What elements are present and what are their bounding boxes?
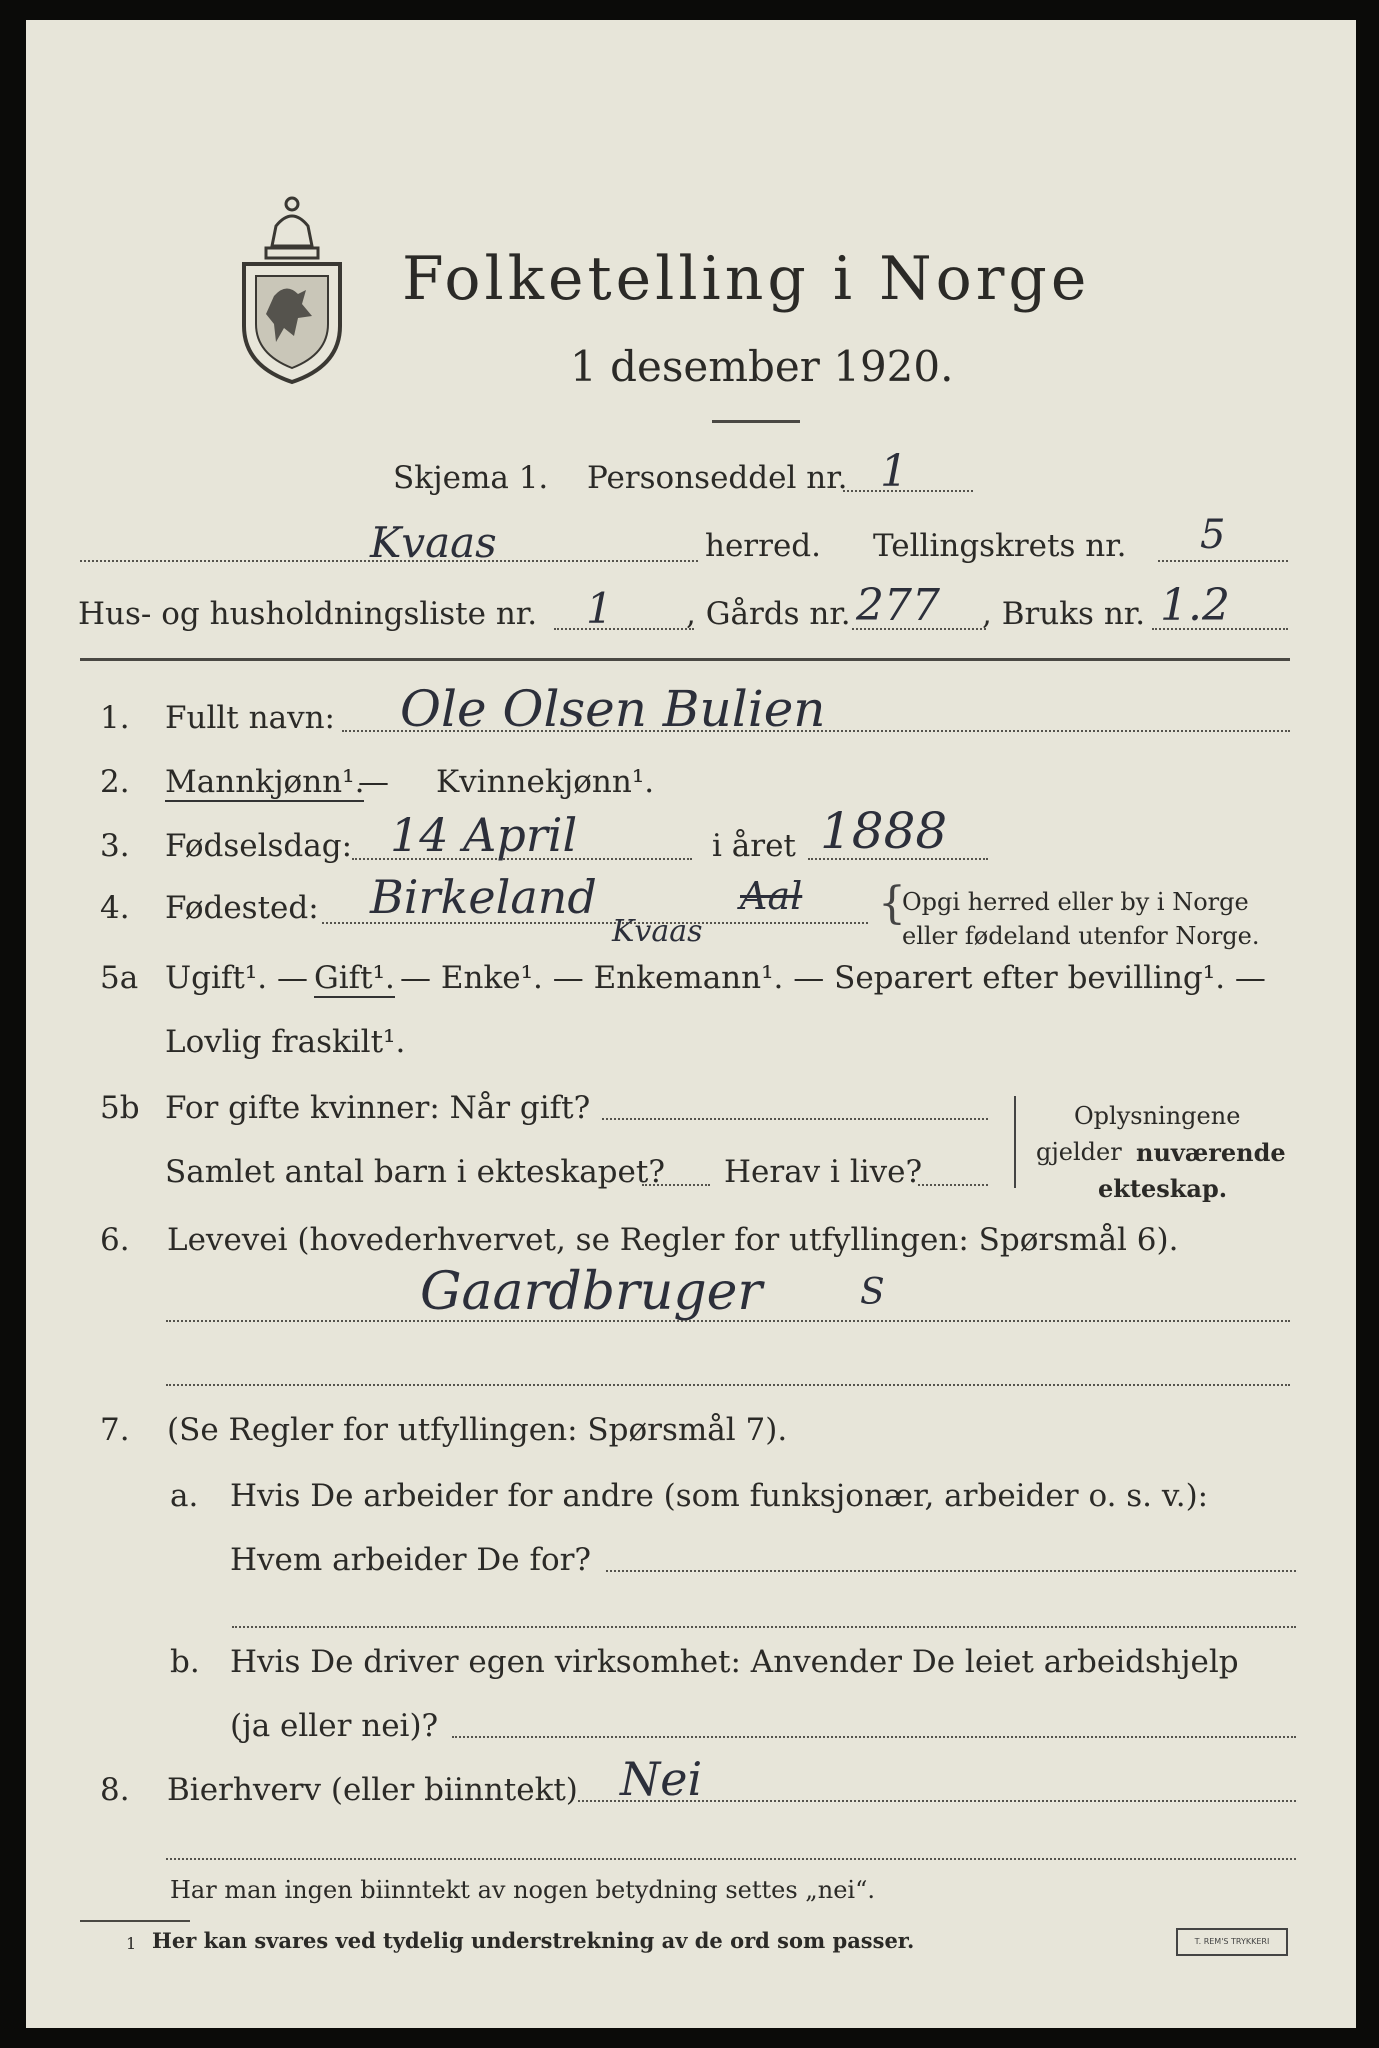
q4-note-line1: Opgi herred eller by i Norge (902, 888, 1249, 916)
birthplace-value[interactable]: Birkeland (370, 870, 597, 924)
gender-female-option[interactable]: Kvinnekjønn¹. (436, 764, 655, 800)
q5b-note-line1: Oplysningene (1074, 1102, 1241, 1130)
personseddel-line (843, 490, 973, 492)
occupation-mark: S (860, 1272, 885, 1313)
schema-label: Skjema 1. (393, 460, 549, 496)
q5a-number: 5a (100, 960, 139, 996)
q5b-children-line (642, 1184, 710, 1186)
bruks-value[interactable]: 1.2 (1160, 580, 1230, 631)
gender-male-option[interactable]: Mannkjønn¹. (165, 764, 365, 800)
q7b-text2: (ja eller nei)? (230, 1708, 439, 1744)
q5b-alive-line (918, 1184, 988, 1186)
q7a-employer-label: Hvem arbeider De for? (230, 1542, 592, 1578)
q5b-children-label: Samlet antal barn i ekteskapet? (165, 1154, 665, 1190)
marital-fraskilt[interactable]: Lovlig fraskilt¹. (165, 1024, 406, 1060)
q6-label: Levevei (hovederhvervet, se Regler for utfyllingen: Spørsmål 6). (167, 1222, 1179, 1258)
q4-number: 4. (100, 890, 130, 926)
marital-gift[interactable]: Gift¹. (314, 960, 395, 996)
q3-number: 3. (100, 828, 130, 864)
q2-number: 2. (100, 764, 130, 800)
q8-line2 (166, 1858, 1296, 1860)
q7b-letter: b. (170, 1644, 200, 1680)
q4-label: Fødested: (165, 890, 319, 926)
footnote-text: Her kan svares ved tydelig understrekning av de ord som passer. (152, 1928, 915, 1953)
birthplace-correction: Kvaas (612, 914, 703, 949)
q5b-note-line3: ekteskap. (1098, 1174, 1228, 1203)
q3-year-label: i året (712, 828, 796, 864)
q7a-employer-line (606, 1570, 1296, 1572)
q7b-text: Hvis De driver egen virksomhet: Anvender De leiet arbeidshjelp (230, 1644, 1239, 1680)
q7a-employer-line2 (232, 1626, 1296, 1628)
birth-year-value[interactable]: 1888 (820, 802, 948, 860)
q7a-text: Hvis De arbeider for andre (som funksjonær, arbeider o. s. v.): (230, 1478, 1209, 1514)
marital-ugift[interactable]: Ugift¹. — (165, 960, 308, 996)
marital-others[interactable]: — Enke¹. — Enkemann¹. — Separert efter bevilling¹. — (400, 960, 1266, 996)
q8-label: Bierhverv (eller biinntekt) (167, 1772, 578, 1808)
q5b-married-line (602, 1118, 988, 1120)
side-income-value[interactable]: Nei (620, 1752, 703, 1806)
tellingskrets-line (1158, 560, 1288, 562)
bruks-label: , Bruks nr. (982, 596, 1146, 632)
personseddel-value[interactable]: 1 (880, 446, 908, 497)
q8-number: 8. (100, 1772, 130, 1808)
q5b-number: 5b (100, 1090, 140, 1126)
q7a-letter: a. (170, 1478, 199, 1514)
q1-label: Fullt navn: (165, 700, 335, 736)
printer-stamp (1176, 1928, 1288, 1956)
printer-stamp-text: T. REM'S TRYKKERI (1194, 1937, 1270, 1946)
q6-line2 (166, 1384, 1290, 1386)
personseddel-label: Personseddel nr. (587, 460, 848, 496)
herred-label: herred. (705, 528, 821, 564)
tellingskrets-label: Tellingskrets nr. (873, 528, 1127, 564)
coat-of-arms-icon (236, 186, 348, 386)
hus-value[interactable]: 1 (586, 584, 613, 633)
herred-value[interactable]: Kvaas (370, 518, 497, 567)
header-divider (80, 658, 1290, 661)
hus-line (554, 628, 694, 630)
gards-value[interactable]: 277 (856, 580, 940, 631)
footer-note: Har man ingen biinntekt av nogen betydning settes „nei“. (170, 1876, 875, 1904)
tellingskrets-value[interactable]: 5 (1200, 512, 1226, 558)
q3-label: Fødselsdag: (165, 828, 353, 864)
footnote-mark: 1 (126, 1934, 137, 1953)
q1-number: 1. (100, 700, 130, 736)
q5b-note-line2b: nuværende (1136, 1138, 1286, 1167)
q7-label: (Se Regler for utfyllingen: Spørsmål 7). (167, 1412, 788, 1448)
q5b-note-line2a: gjelder (1036, 1138, 1122, 1166)
footnote-divider (80, 1920, 190, 1922)
q5b-alive-label: Herav i live? (724, 1154, 923, 1190)
form-title: Folketelling i Norge (402, 244, 1091, 314)
full-name-value[interactable]: Ole Olsen Bulien (400, 680, 826, 738)
q5b-line1: For gifte kvinner: Når gift? (165, 1090, 591, 1126)
birth-date-value[interactable]: 14 April (390, 808, 578, 862)
title-divider (712, 420, 800, 423)
hus-label: Hus- og husholdningsliste nr. (78, 596, 538, 632)
q4-note-line2: eller fødeland utenfor Norge. (902, 922, 1260, 950)
q6-number: 6. (100, 1222, 130, 1258)
gards-label: , Gårds nr. (686, 596, 851, 632)
q5b-brace (1014, 1096, 1016, 1188)
occupation-value[interactable]: Gaardbruger (420, 1262, 763, 1322)
gender-separator: — (358, 764, 389, 800)
q4-brace: { (878, 878, 906, 929)
q7-number: 7. (100, 1412, 130, 1448)
q7b-line (452, 1736, 1296, 1738)
census-date: 1 desember 1920. (570, 342, 954, 391)
birthplace-struck: Aal (740, 874, 803, 918)
